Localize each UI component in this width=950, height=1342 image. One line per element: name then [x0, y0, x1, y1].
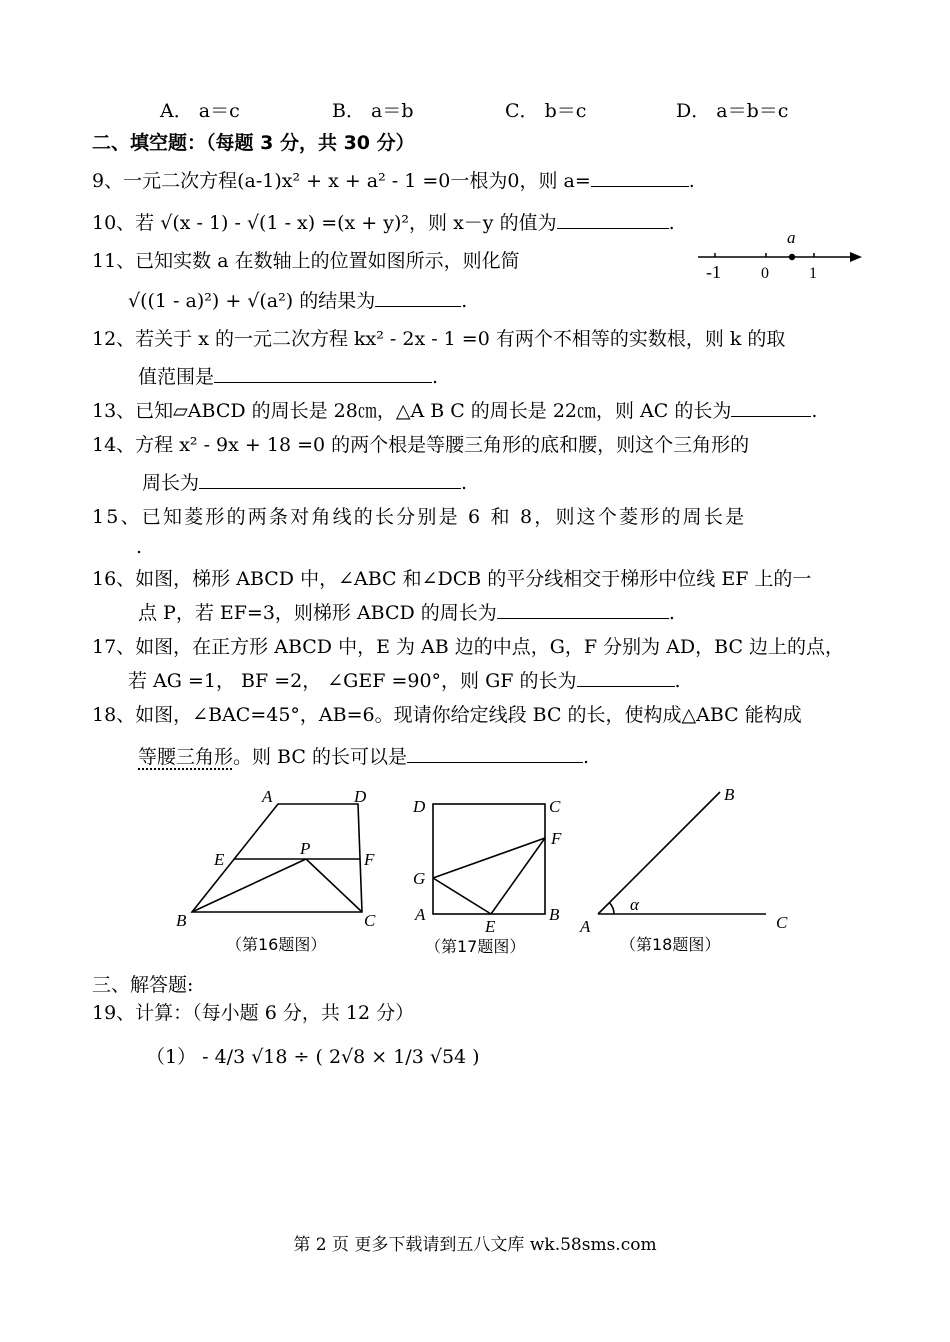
label-a: a — [787, 228, 796, 247]
question-17-line2: 若 AG =1， BF =2， ∠GEF =90°，则 GF 的长为 . — [128, 670, 681, 692]
question-15-line1: 15、已知菱形的两条对角线的长分别是 6 和 8，则这个菱形的周长是 — [92, 506, 747, 528]
fig16-label-b: B — [176, 911, 187, 930]
question-10: 10、若 √(x - 1) - √(1 - x) =(x + y)²，则 x－y 的值为 . — [92, 212, 675, 234]
segment-gf — [433, 838, 545, 878]
question-10-text: 10、若 √(x - 1) - √(1 - x) =(x + y)²，则 x－y 的值为 — [92, 212, 557, 234]
bisector-cp — [306, 859, 362, 912]
question-14-line1: 14、方程 x² - 9x + 18 =0 的两个根是等腰三角形的底和腰，则这个三角形的 — [92, 434, 750, 456]
fig16-label-c: C — [364, 911, 376, 930]
fig17-label-g: G — [413, 869, 426, 888]
option-a: A． a＝c — [160, 100, 240, 122]
bisector-bp — [192, 859, 306, 912]
ray-ab — [598, 792, 720, 914]
label-0: 0 — [761, 265, 769, 282]
question-14-blank — [199, 470, 461, 489]
section3-title: 三、解答题: — [92, 974, 194, 996]
question-13: 13、已知▱ABCD 的周长是 28㎝，△A B C 的周长是 22㎝，则 AC 的长为 . — [92, 400, 818, 422]
label-minus-1: -1 — [706, 262, 721, 282]
figure-16 — [170, 782, 390, 962]
question-18-emphasis: 等腰三角形 — [138, 746, 234, 768]
fig17-label-d: D — [413, 797, 426, 816]
question-9-text: 9、一元二次方程(a-1)x² + x + a² - 1 =0一根为0，则 a= — [92, 170, 591, 192]
question-12-line2: 值范围是 . — [138, 366, 439, 388]
label-1: 1 — [809, 265, 817, 282]
question-16-line1: 16、如图，梯形 ABCD 中，∠ABC 和∠DCB 的平分线相交于梯形中位线 EF 上的一 — [92, 568, 812, 590]
question-19-part1: （1） - 4/3 √18 ÷ ( 2√8 × 1/3 √54 ) — [146, 1046, 480, 1068]
question-17-line1: 17、如图，在正方形 ABCD 中，E 为 AB 边的中点，G，F 分别为 AD，BC 边上的点， — [92, 636, 845, 658]
question-10-blank — [557, 210, 669, 229]
fig16-label-f: F — [364, 850, 375, 869]
section2-title: 二、填空题：（每题 3 分，共 30 分） — [92, 132, 415, 154]
angle-arc — [609, 903, 614, 914]
fig17-label-c: C — [549, 797, 561, 816]
question-14-text: 周长为 — [142, 472, 200, 494]
question-18-line1: 18、如图，∠BAC=45°，AB=6。现请你给定线段 BC 的长，使构成△ABC 能构成 — [92, 704, 802, 726]
question-19: 19、计算：（每小题 6 分，共 12 分） — [92, 1002, 415, 1024]
point-a-marker — [789, 254, 795, 260]
fig17-label-f: F — [551, 829, 562, 848]
figure-17 — [405, 790, 575, 962]
question-12-text: 值范围是 — [138, 366, 215, 388]
fig18-caption: （第18题图） — [620, 935, 721, 954]
page-footer: 第 2 页 更多下载请到五八文库 wk.58sms.com — [293, 1235, 657, 1255]
question-16-text: 点 P，若 EF=3，则梯形 ABCD 的周长为 — [138, 602, 497, 624]
figure-18 — [574, 780, 794, 962]
question-18-line2: 等腰三角形。则 BC 的长可以是 . — [138, 746, 589, 768]
fig18-label-alpha: α — [630, 895, 639, 914]
fig16-caption: （第16题图） — [226, 935, 327, 954]
question-15-line2: . — [136, 536, 143, 558]
fig16-label-a: A — [262, 787, 273, 806]
question-11-text: √((1 - a)²) + √(a²) 的结果为 — [128, 290, 376, 312]
question-18-text: 。则 BC 的长可以是 — [233, 746, 407, 768]
question-16-line2: 点 P，若 EF=3，则梯形 ABCD 的周长为 . — [138, 602, 675, 624]
segment-ge — [433, 878, 491, 914]
fig16-label-e: E — [214, 850, 225, 869]
question-11-line2: √((1 - a)²) + √(a²) 的结果为 . — [128, 290, 468, 312]
fig18-label-b: B — [724, 785, 735, 804]
option-b: B． a＝b — [332, 100, 414, 122]
question-11-blank — [375, 288, 461, 307]
segment-ef — [491, 838, 545, 914]
number-line-figure — [690, 226, 870, 286]
number-line-arrow — [850, 252, 862, 262]
question-12-blank — [214, 364, 432, 383]
question-17-text: 若 AG =1， BF =2， ∠GEF =90°，则 GF 的长为 — [128, 670, 577, 692]
question-13-blank — [731, 398, 811, 417]
fig18-label-c: C — [776, 913, 788, 932]
question-12-line1: 12、若关于 x 的一元二次方程 kx² - 2x - 1 =0 有两个不相等的实数根，则 k 的取 — [92, 328, 786, 350]
fig16-label-d: D — [354, 787, 367, 806]
question-11-line1: 11、已知实数 a 在数轴上的位置如图所示，则化简 — [92, 250, 520, 272]
question-16-blank — [497, 600, 669, 619]
fig17-label-e: E — [485, 917, 496, 936]
option-c: C． b＝c — [505, 100, 587, 122]
fig17-label-a: A — [415, 905, 426, 924]
question-17-blank — [577, 668, 675, 687]
question-18-blank — [407, 744, 583, 763]
question-9-blank — [591, 168, 689, 187]
fig18-label-a: A — [580, 917, 591, 936]
question-13-text: 13、已知▱ABCD 的周长是 28㎝，△A B C 的周长是 22㎝，则 AC 的长为 — [92, 400, 732, 422]
fig16-label-p: P — [300, 839, 311, 858]
question-9: 9、一元二次方程(a-1)x² + x + a² - 1 =0一根为0，则 a= . — [92, 170, 695, 192]
fig17-label-b: B — [549, 905, 560, 924]
fig17-caption: （第17题图） — [425, 937, 526, 956]
square-abcd — [433, 804, 545, 914]
question-14-line2: 周长为 . — [142, 472, 468, 494]
option-d: D． a＝b＝c — [676, 100, 789, 122]
